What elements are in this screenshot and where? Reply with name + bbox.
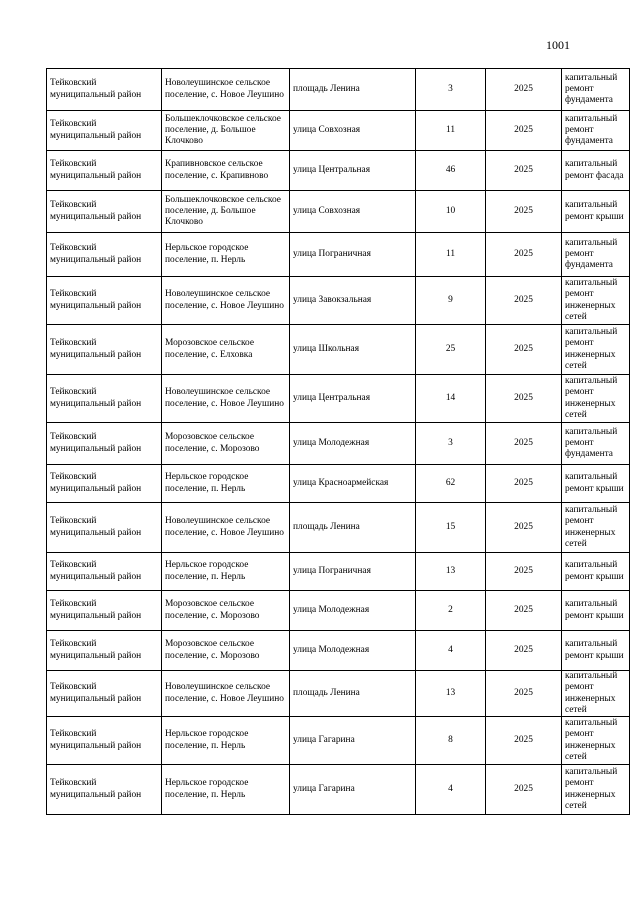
year-cell: 2025 xyxy=(486,423,562,465)
table-row xyxy=(47,503,630,553)
street-cell: площадь Ленина xyxy=(290,503,416,553)
year-cell: 2025 xyxy=(486,503,562,553)
settlement-cell: Крапивновское сельское поселение, с. Крапивново xyxy=(162,151,290,191)
house-number-cell: 2 xyxy=(416,591,486,631)
work-type-cell: капитальный ремонт фундамента xyxy=(562,233,630,277)
settlement-cell: Новолеушинское сельское поселение, с. Новое Леушино xyxy=(162,277,290,325)
street-cell: улица Школьная xyxy=(290,325,416,375)
work-type-cell: капитальный ремонт инженерных сетей xyxy=(562,325,630,375)
table-body xyxy=(47,69,630,815)
district-cell: Тейковский муниципальный район xyxy=(47,591,162,631)
year-cell: 2025 xyxy=(486,375,562,423)
year-cell: 2025 xyxy=(486,465,562,503)
table-row xyxy=(47,233,630,277)
house-number-cell: 13 xyxy=(416,553,486,591)
house-number-cell: 9 xyxy=(416,277,486,325)
house-number-cell: 15 xyxy=(416,503,486,553)
street-cell: улица Гагарина xyxy=(290,717,416,765)
settlement-cell: Нерльское городское поселение, п. Нерль xyxy=(162,465,290,503)
district-cell: Тейковский муниципальный район xyxy=(47,423,162,465)
table-row xyxy=(47,277,630,325)
house-number-cell: 10 xyxy=(416,191,486,233)
house-number-cell: 14 xyxy=(416,375,486,423)
district-cell: Тейковский муниципальный район xyxy=(47,233,162,277)
work-type-cell: капитальный ремонт фасада xyxy=(562,151,630,191)
settlement-cell: Большеклочковское сельское поселение, д. Большое Клочково xyxy=(162,191,290,233)
work-type-cell: капитальный ремонт фундамента xyxy=(562,111,630,151)
year-cell: 2025 xyxy=(486,69,562,111)
repair-schedule-table xyxy=(46,68,630,815)
table-row xyxy=(47,111,630,151)
work-type-cell: капитальный ремонт инженерных сетей xyxy=(562,375,630,423)
house-number-cell: 4 xyxy=(416,631,486,671)
house-number-cell: 62 xyxy=(416,465,486,503)
street-cell: улица Молодежная xyxy=(290,631,416,671)
table-row xyxy=(47,191,630,233)
work-type-cell: капитальный ремонт фундамента xyxy=(562,423,630,465)
settlement-cell: Морозовское сельское поселение, с. Елховка xyxy=(162,325,290,375)
year-cell: 2025 xyxy=(486,553,562,591)
table-row xyxy=(47,423,630,465)
house-number-cell: 3 xyxy=(416,69,486,111)
settlement-cell: Нерльское городское поселение, п. Нерль xyxy=(162,553,290,591)
table-row xyxy=(47,765,630,815)
table-row xyxy=(47,553,630,591)
work-type-cell: капитальный ремонт фундамента xyxy=(562,69,630,111)
street-cell: площадь Ленина xyxy=(290,69,416,111)
table-row xyxy=(47,69,630,111)
table-row xyxy=(47,631,630,671)
settlement-cell: Нерльское городское поселение, п. Нерль xyxy=(162,233,290,277)
district-cell: Тейковский муниципальный район xyxy=(47,553,162,591)
street-cell: улица Центральная xyxy=(290,375,416,423)
settlement-cell: Новолеушинское сельское поселение, с. Новое Леушино xyxy=(162,671,290,717)
year-cell: 2025 xyxy=(486,765,562,815)
house-number-cell: 46 xyxy=(416,151,486,191)
settlement-cell: Нерльское городское поселение, п. Нерль xyxy=(162,765,290,815)
year-cell: 2025 xyxy=(486,191,562,233)
street-cell: улица Красноармейская xyxy=(290,465,416,503)
work-type-cell: капитальный ремонт инженерных сетей xyxy=(562,277,630,325)
work-type-cell: капитальный ремонт инженерных сетей xyxy=(562,671,630,717)
work-type-cell: капитальный ремонт инженерных сетей xyxy=(562,765,630,815)
table-row xyxy=(47,375,630,423)
year-cell: 2025 xyxy=(486,717,562,765)
district-cell: Тейковский муниципальный район xyxy=(47,465,162,503)
house-number-cell: 4 xyxy=(416,765,486,815)
street-cell: улица Завокзальная xyxy=(290,277,416,325)
district-cell: Тейковский муниципальный район xyxy=(47,765,162,815)
work-type-cell: капитальный ремонт инженерных сетей xyxy=(562,503,630,553)
street-cell: площадь Ленина xyxy=(290,671,416,717)
house-number-cell: 8 xyxy=(416,717,486,765)
district-cell: Тейковский муниципальный район xyxy=(47,671,162,717)
settlement-cell: Морозовское сельское поселение, с. Морозово xyxy=(162,591,290,631)
street-cell: улица Молодежная xyxy=(290,591,416,631)
work-type-cell: капитальный ремонт крыши xyxy=(562,191,630,233)
district-cell: Тейковский муниципальный район xyxy=(47,191,162,233)
settlement-cell: Новолеушинское сельское поселение, с. Новое Леушино xyxy=(162,69,290,111)
street-cell: улица Пограничная xyxy=(290,553,416,591)
year-cell: 2025 xyxy=(486,151,562,191)
house-number-cell: 25 xyxy=(416,325,486,375)
district-cell: Тейковский муниципальный район xyxy=(47,375,162,423)
year-cell: 2025 xyxy=(486,277,562,325)
settlement-cell: Новолеушинское сельское поселение, с. Новое Леушино xyxy=(162,503,290,553)
year-cell: 2025 xyxy=(486,591,562,631)
street-cell: улица Гагарина xyxy=(290,765,416,815)
year-cell: 2025 xyxy=(486,325,562,375)
street-cell: улица Центральная xyxy=(290,151,416,191)
table-row xyxy=(47,591,630,631)
district-cell: Тейковский муниципальный район xyxy=(47,631,162,671)
year-cell: 2025 xyxy=(486,631,562,671)
work-type-cell: капитальный ремонт крыши xyxy=(562,591,630,631)
district-cell: Тейковский муниципальный район xyxy=(47,151,162,191)
year-cell: 2025 xyxy=(486,111,562,151)
work-type-cell: капитальный ремонт крыши xyxy=(562,631,630,671)
settlement-cell: Морозовское сельское поселение, с. Морозово xyxy=(162,631,290,671)
house-number-cell: 3 xyxy=(416,423,486,465)
table-row xyxy=(47,325,630,375)
street-cell: улица Совхозная xyxy=(290,191,416,233)
district-cell: Тейковский муниципальный район xyxy=(47,503,162,553)
work-type-cell: капитальный ремонт крыши xyxy=(562,553,630,591)
table-row xyxy=(47,465,630,503)
district-cell: Тейковский муниципальный район xyxy=(47,277,162,325)
house-number-cell: 13 xyxy=(416,671,486,717)
year-cell: 2025 xyxy=(486,233,562,277)
district-cell: Тейковский муниципальный район xyxy=(47,111,162,151)
street-cell: улица Пограничная xyxy=(290,233,416,277)
page-number: 1001 xyxy=(546,38,570,52)
year-cell: 2025 xyxy=(486,671,562,717)
street-cell: улица Молодежная xyxy=(290,423,416,465)
work-type-cell: капитальный ремонт инженерных сетей xyxy=(562,717,630,765)
district-cell: Тейковский муниципальный район xyxy=(47,69,162,111)
house-number-cell: 11 xyxy=(416,111,486,151)
table-row xyxy=(47,671,630,717)
settlement-cell: Большеклочковское сельское поселение, д. Большое Клочково xyxy=(162,111,290,151)
street-cell: улица Совхозная xyxy=(290,111,416,151)
settlement-cell: Морозовское сельское поселение, с. Морозово xyxy=(162,423,290,465)
district-cell: Тейковский муниципальный район xyxy=(47,325,162,375)
district-cell: Тейковский муниципальный район xyxy=(47,717,162,765)
work-type-cell: капитальный ремонт крыши xyxy=(562,465,630,503)
table-row xyxy=(47,717,630,765)
settlement-cell: Новолеушинское сельское поселение, с. Новое Леушино xyxy=(162,375,290,423)
house-number-cell: 11 xyxy=(416,233,486,277)
settlement-cell: Нерльское городское поселение, п. Нерль xyxy=(162,717,290,765)
table-row xyxy=(47,151,630,191)
